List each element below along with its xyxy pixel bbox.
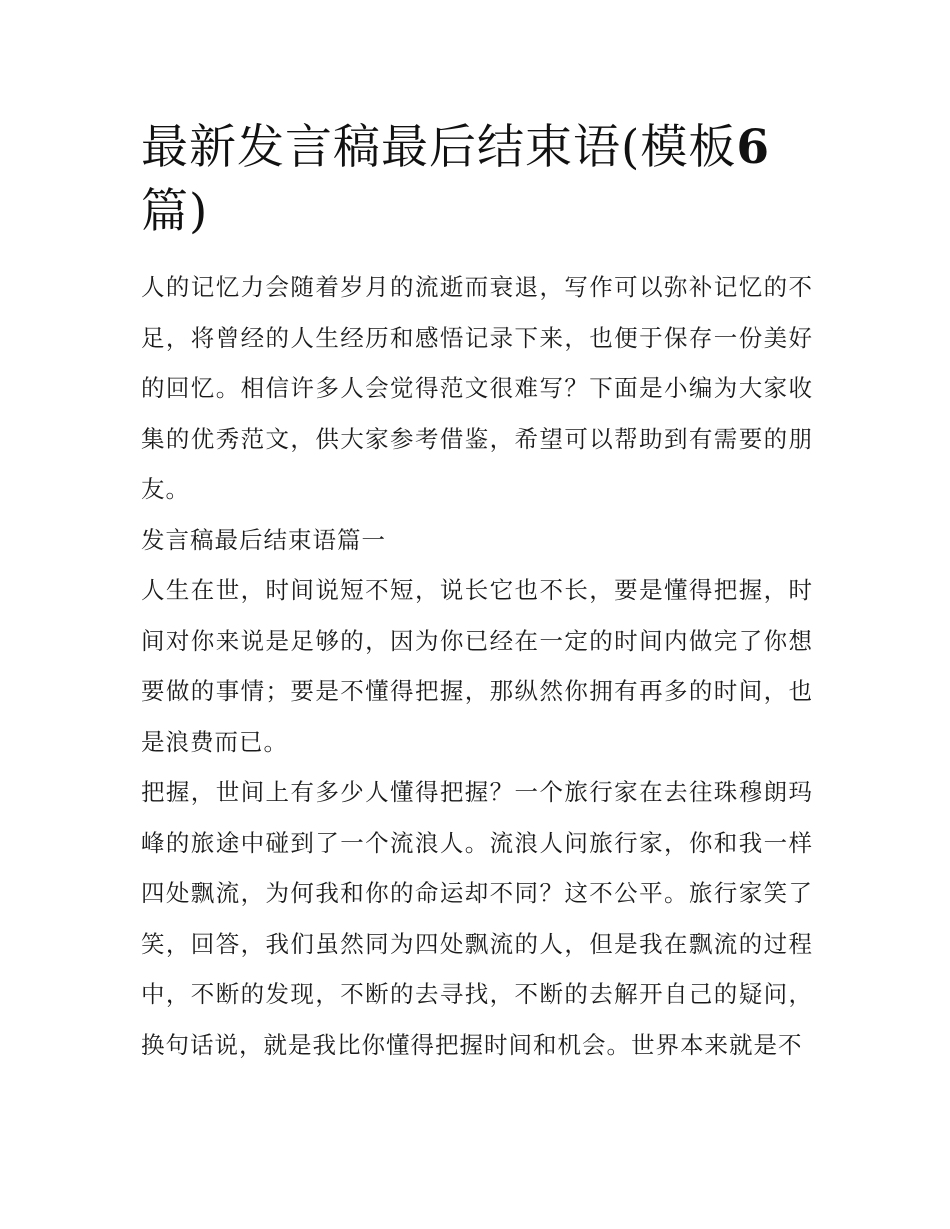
document-content: [141, 116, 813, 1070]
body-paragraph-2: 把握，世间上有多少人懂得把握？一个旅行家在去往珠穆朗玛峰的旅途中碰到了一个流浪人。流浪人问旅行家，你和我一样四处飘流，为何我和你的命运却不同？这不公平。旅行家笑了笑，回答，我们虽然同为四处飘流的人，但是我在飘流的过程中，不断的发现，不断的去寻找，不断的去解开自己的疑问，换句话说，就是我比你懂得把握时间和机会。世界本来就是不: [141, 778, 813, 1059]
title-main-text: 最新发言稿最后结束语(模板: [141, 120, 737, 175]
intro-paragraph: 人的记忆力会随着岁月的流逝而衰退，写作可以弥补记忆的不足，将曾经的人生经历和感悟记录下来，也便于保存一份美好的回忆。相信许多人会觉得范文很难写？下面是小编为大家收集的优秀范文，供大家参考借鉴，希望可以帮助到有需要的朋友。: [141, 273, 813, 503]
title-number: 6: [736, 120, 771, 175]
section-heading: 发言稿最后结束语篇一: [141, 525, 386, 554]
document-body: [141, 262, 813, 1070]
body-paragraph-1: 人生在世，时间说短不短，说长它也不长，要是懂得把握，时间对你来说是足够的，因为你已经在一定的时间内做完了你想要做的事情；要是不懂得把握，那纵然你拥有再多的时间，也是浪费而已。: [141, 576, 813, 756]
title-tail-text: 篇): [141, 184, 209, 239]
document-title: [141, 116, 813, 244]
